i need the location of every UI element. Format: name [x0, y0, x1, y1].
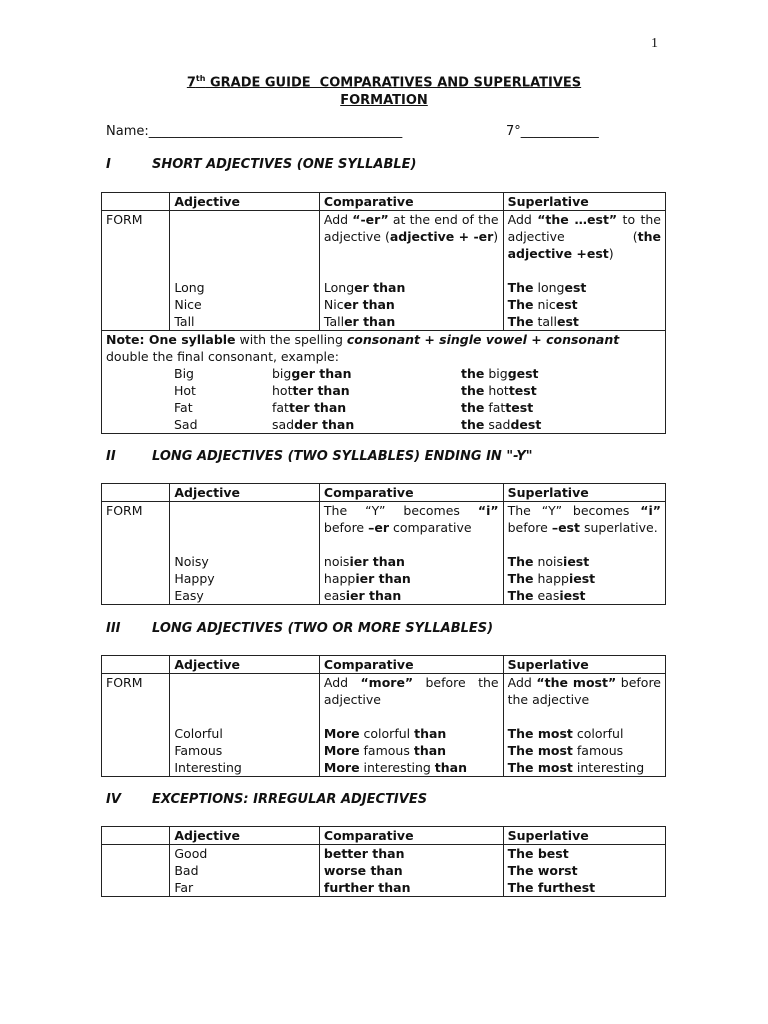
table-header-row [102, 193, 666, 211]
section-heading: I SHORT ADJECTIVES (ONE SYLLABLE) [106, 157, 417, 172]
comparative-cell: better than worse than further than [319, 845, 503, 897]
adjective-cell: Long Nice Tall [170, 211, 320, 331]
header-adjective: Adjective [170, 193, 320, 211]
section-heading: III LONG ADJECTIVES (TWO OR MORE SYLLABLES) [106, 621, 494, 636]
form-label: FORM [102, 502, 170, 605]
table-row [102, 674, 666, 777]
header-superlative: Superlative [503, 656, 665, 674]
superlative-cell: The “Y” becomes “i” before –est superlative. The noisiest The happiest The easiest [503, 502, 665, 605]
list-item: Fat fatter than the fattest [174, 400, 534, 415]
header-adjective: Adjective [170, 656, 320, 674]
header-comparative: Comparative [319, 484, 503, 502]
table-short-adjectives [101, 192, 666, 434]
page-number: 1 [651, 36, 658, 51]
table-header-row [102, 656, 666, 674]
form-label: FORM [102, 674, 170, 777]
list-item: Big bigger than the biggest [174, 366, 539, 381]
table-header-row [102, 827, 666, 845]
note-text: double the final consonant, example: [106, 349, 339, 364]
superlative-cell: Add “the most” before the adjective The most colorful The most famous The most interesting [503, 674, 665, 777]
table-header-row [102, 484, 666, 502]
comparative-cell: Add “more” before the adjective More colorful than More famous than More interesting than [319, 674, 503, 777]
adjective-cell: Good Bad Far [170, 845, 320, 897]
superlative-cell: Add “the …est” to the adjective (the adjective +est) The longest The nicest The tallest [503, 211, 665, 331]
header-adjective: Adjective [170, 484, 320, 502]
name-field[interactable]: Name:_______________________________________ [106, 124, 403, 139]
note-row [102, 331, 666, 434]
table-long-adjectives [101, 655, 666, 777]
section-heading: II LONG ADJECTIVES (TWO SYLLABLES) ENDING IN "-Y" [106, 449, 533, 464]
comparative-cell: Add “-er” at the end of the adjective (adjective + -er) Longer than Nicer than Taller than [319, 211, 503, 331]
header-comparative: Comparative [319, 193, 503, 211]
table-row [102, 502, 666, 605]
document-title: 7th GRADE GUIDE COMPARATIVES AND SUPERLATIVES FORMATION [186, 74, 582, 109]
list-item: Sad sadder than the saddest [174, 417, 542, 432]
table-row [102, 845, 666, 897]
header-superlative: Superlative [503, 827, 665, 845]
grade-field[interactable]: 7°____________ [506, 124, 599, 139]
adjective-cell: Colorful Famous Interesting [170, 674, 320, 777]
table-irregular-adjectives [101, 826, 666, 897]
table-y-adjectives [101, 483, 666, 605]
form-label: FORM [102, 211, 170, 331]
header-comparative: Comparative [319, 827, 503, 845]
list-item: Hot hotter than the hottest [174, 383, 537, 398]
superlative-cell: The best The worst The furthest [503, 845, 665, 897]
header-superlative: Superlative [503, 193, 665, 211]
header-adjective: Adjective [170, 827, 320, 845]
comparative-cell: The “Y” becomes “i” before –er comparative noisier than happier than easier than [319, 502, 503, 605]
note-rule: Note: One syllable with the spelling consonant + single vowel + consonant [106, 332, 620, 347]
adjective-cell: Noisy Happy Easy [170, 502, 320, 605]
section-heading: IV EXCEPTIONS: IRREGULAR ADJECTIVES [106, 792, 428, 807]
header-comparative: Comparative [319, 656, 503, 674]
table-row [102, 211, 666, 331]
header-superlative: Superlative [503, 484, 665, 502]
